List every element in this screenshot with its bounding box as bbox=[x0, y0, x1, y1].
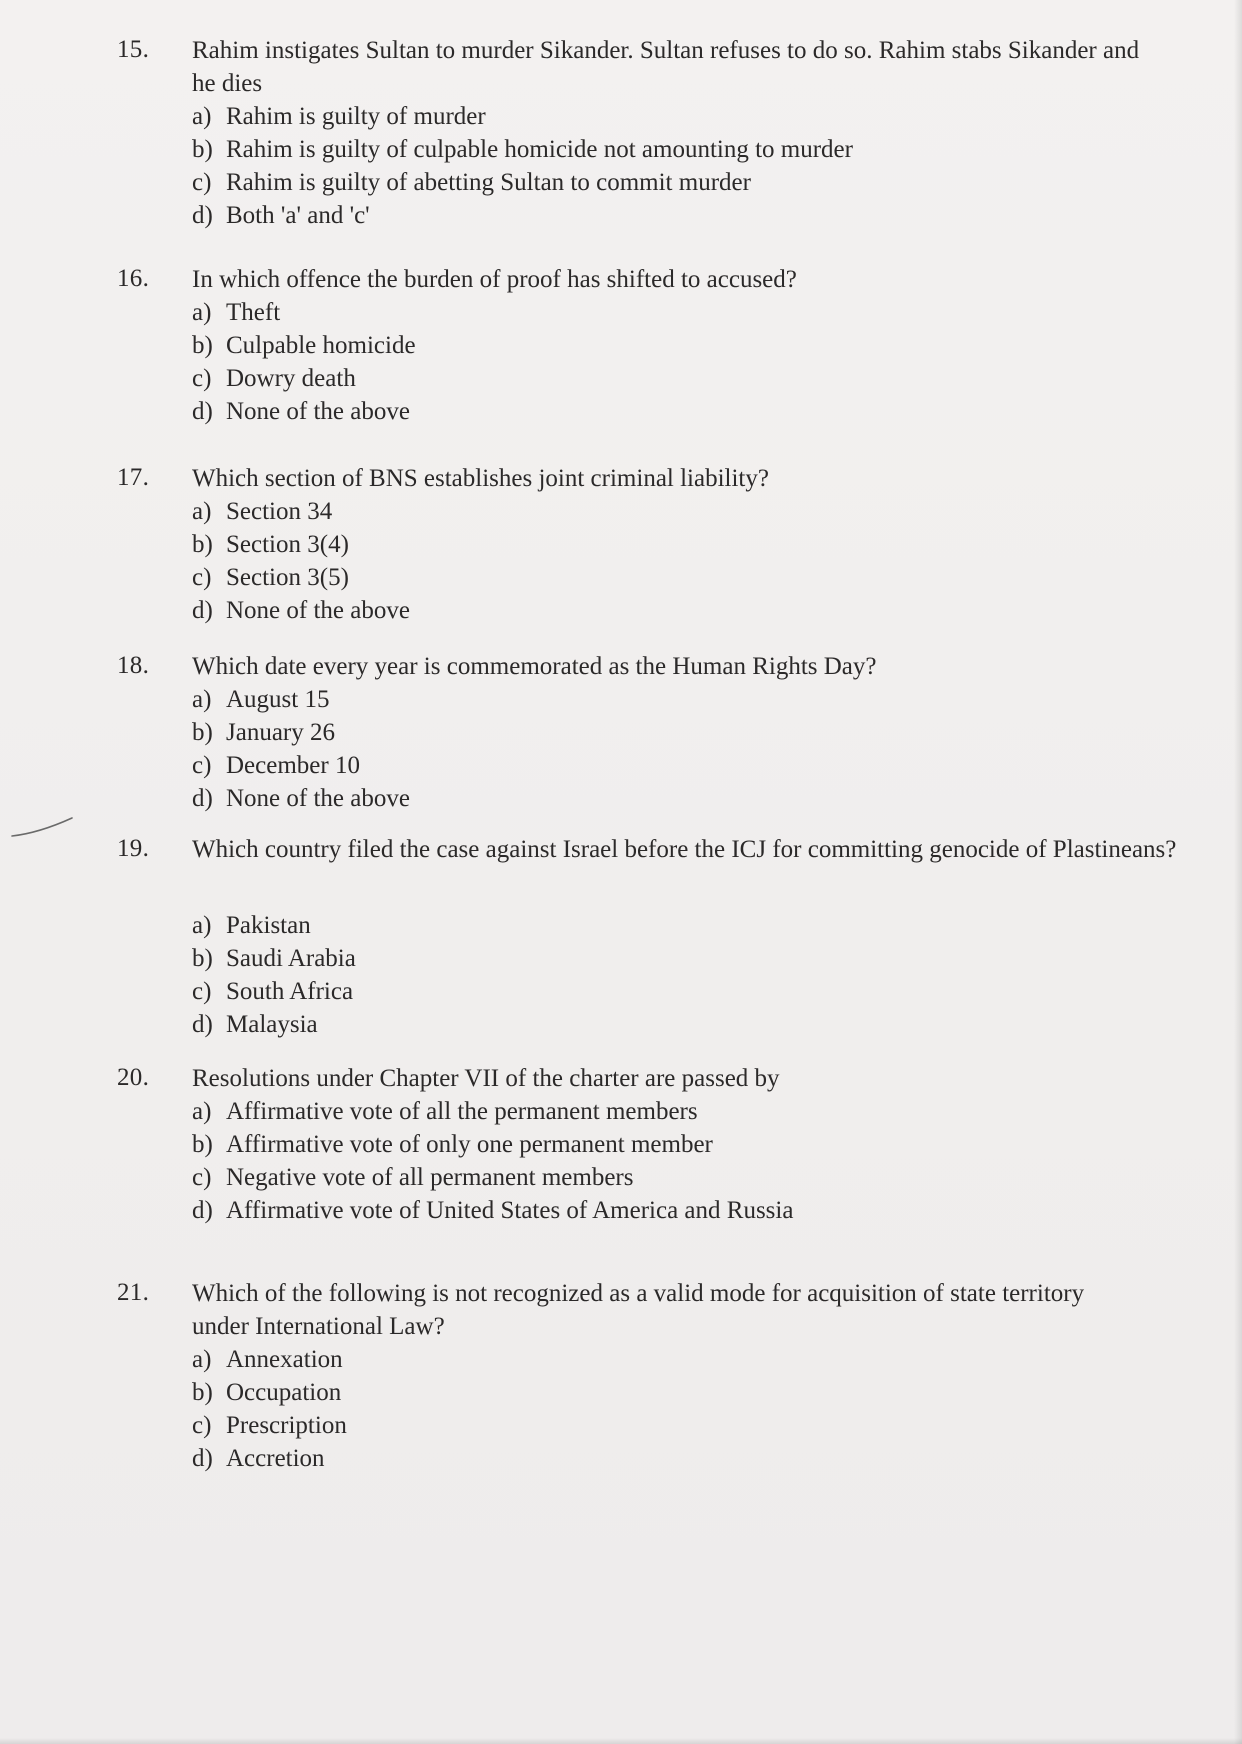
option-letter: c) bbox=[192, 564, 212, 591]
option-a bbox=[192, 495, 410, 528]
option-text: Occupation bbox=[226, 1379, 342, 1406]
question-text: Resolutions under Chapter VII of the charter are passed by bbox=[192, 1065, 780, 1092]
option-c bbox=[192, 749, 410, 782]
option-a bbox=[192, 296, 416, 329]
option-letter: a) bbox=[192, 498, 212, 525]
pen-mark bbox=[10, 812, 80, 842]
page-edge-shadow bbox=[1234, 0, 1242, 1744]
option-a bbox=[192, 683, 410, 716]
option-letter: b) bbox=[192, 1131, 213, 1158]
option-letter: b) bbox=[192, 945, 213, 972]
option-letter: a) bbox=[192, 299, 212, 326]
option-d bbox=[192, 199, 853, 232]
question-number: 15. bbox=[117, 36, 150, 63]
option-text: Negative vote of all permanent members bbox=[226, 1164, 634, 1191]
question-number: 19. bbox=[117, 835, 150, 862]
option-letter: d) bbox=[192, 1011, 213, 1038]
option-letter: c) bbox=[192, 1164, 212, 1191]
option-list bbox=[192, 495, 410, 627]
option-letter: a) bbox=[192, 1346, 212, 1373]
option-text: Annexation bbox=[226, 1346, 343, 1373]
option-c bbox=[192, 362, 416, 395]
option-text: Affirmative vote of only one permanent member bbox=[226, 1131, 713, 1158]
option-letter: c) bbox=[192, 1412, 212, 1439]
option-letter: d) bbox=[192, 202, 213, 229]
option-text: Culpable homicide bbox=[226, 332, 416, 359]
question-text: Which of the following is not recognized as a valid mode for acquisition of state territory under International Law? bbox=[192, 1280, 1085, 1340]
option-text: None of the above bbox=[226, 785, 410, 812]
option-text: Saudi Arabia bbox=[226, 945, 356, 972]
option-text: Accretion bbox=[226, 1445, 325, 1472]
option-b bbox=[192, 329, 416, 362]
option-list bbox=[192, 1343, 347, 1475]
option-text: Dowry death bbox=[226, 365, 356, 392]
option-letter: d) bbox=[192, 785, 213, 812]
option-letter: a) bbox=[192, 686, 212, 713]
option-b bbox=[192, 1376, 347, 1409]
option-letter: d) bbox=[192, 1197, 213, 1224]
option-text: Malaysia bbox=[226, 1011, 318, 1038]
option-letter: c) bbox=[192, 752, 212, 779]
option-a bbox=[192, 100, 853, 133]
option-text: Affirmative vote of all the permanent members bbox=[226, 1098, 698, 1125]
option-c bbox=[192, 561, 410, 594]
option-letter: a) bbox=[192, 1098, 212, 1125]
option-text: Rahim is guilty of culpable homicide not amounting to murder bbox=[226, 136, 853, 163]
option-d bbox=[192, 782, 410, 815]
option-text: Both 'a' and 'c' bbox=[226, 202, 370, 229]
option-b bbox=[192, 942, 356, 975]
question-text: Which country filed the case against Israel before the ICJ for committing genocide of Plastineans? bbox=[192, 836, 1177, 863]
option-letter: b) bbox=[192, 1379, 213, 1406]
option-b bbox=[192, 528, 410, 561]
option-list bbox=[192, 683, 410, 815]
option-letter: b) bbox=[192, 136, 213, 163]
option-letter: c) bbox=[192, 978, 212, 1005]
option-letter: d) bbox=[192, 597, 213, 624]
option-text: Rahim is guilty of murder bbox=[226, 103, 486, 130]
option-text: Section 3(5) bbox=[226, 564, 349, 591]
question-number: 21. bbox=[117, 1279, 150, 1306]
option-list bbox=[192, 909, 356, 1041]
option-text: Section 34 bbox=[226, 498, 333, 525]
option-b bbox=[192, 133, 853, 166]
option-text: January 26 bbox=[226, 719, 335, 746]
option-d bbox=[192, 1194, 793, 1227]
page-bottom-shadow bbox=[0, 1738, 1242, 1744]
question-text: Which section of BNS establishes joint criminal liability? bbox=[192, 465, 769, 492]
option-text: December 10 bbox=[226, 752, 360, 779]
option-text: None of the above bbox=[226, 597, 410, 624]
question-number: 16. bbox=[117, 265, 150, 292]
option-letter: d) bbox=[192, 1445, 213, 1472]
option-a bbox=[192, 909, 356, 942]
option-b bbox=[192, 1128, 793, 1161]
option-d bbox=[192, 395, 416, 428]
option-list bbox=[192, 1095, 793, 1227]
option-letter: c) bbox=[192, 169, 212, 196]
question-number: 20. bbox=[117, 1064, 150, 1091]
option-text: Theft bbox=[226, 299, 281, 326]
option-list bbox=[192, 100, 853, 232]
option-letter: b) bbox=[192, 332, 213, 359]
question-text: Rahim instigates Sultan to murder Sikander. Sultan refuses to do so. Rahim stabs Sikander and he dies bbox=[192, 37, 1140, 97]
question-text: In which offence the burden of proof has shifted to accused? bbox=[192, 266, 797, 293]
option-letter: d) bbox=[192, 398, 213, 425]
option-text: Prescription bbox=[226, 1412, 347, 1439]
option-d bbox=[192, 1442, 347, 1475]
option-text: None of the above bbox=[226, 398, 410, 425]
option-b bbox=[192, 716, 410, 749]
question-number: 17. bbox=[117, 464, 150, 491]
option-d bbox=[192, 594, 410, 627]
option-a bbox=[192, 1095, 793, 1128]
option-a bbox=[192, 1343, 347, 1376]
option-text: August 15 bbox=[226, 686, 330, 713]
option-letter: b) bbox=[192, 719, 213, 746]
option-c bbox=[192, 1161, 793, 1194]
question-number: 18. bbox=[117, 652, 150, 679]
option-text: Pakistan bbox=[226, 912, 311, 939]
option-letter: a) bbox=[192, 103, 212, 130]
option-letter: b) bbox=[192, 531, 213, 558]
question-text: Which date every year is commemorated as the Human Rights Day? bbox=[192, 653, 877, 680]
option-c bbox=[192, 975, 356, 1008]
option-text: Affirmative vote of United States of America and Russia bbox=[226, 1197, 794, 1224]
option-list bbox=[192, 296, 416, 428]
option-d bbox=[192, 1008, 356, 1041]
option-text: Section 3(4) bbox=[226, 531, 349, 558]
option-letter: a) bbox=[192, 912, 212, 939]
option-c bbox=[192, 1409, 347, 1442]
option-text: Rahim is guilty of abetting Sultan to commit murder bbox=[226, 169, 751, 196]
option-letter: c) bbox=[192, 365, 212, 392]
option-text: South Africa bbox=[226, 978, 354, 1005]
option-c bbox=[192, 166, 853, 199]
